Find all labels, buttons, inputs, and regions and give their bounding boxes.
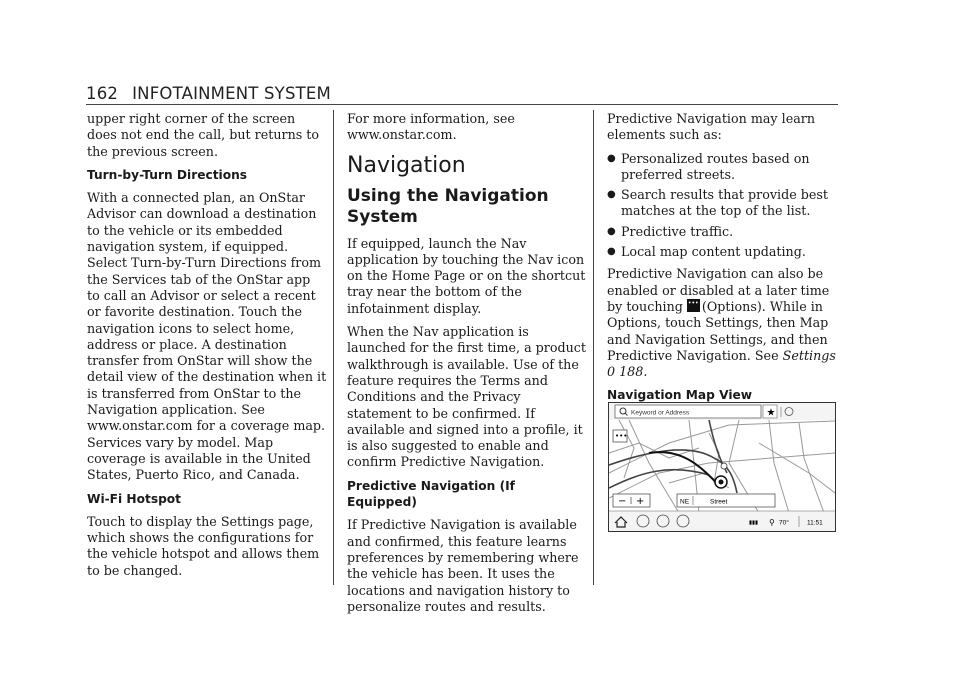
- column-3: [607, 111, 842, 411]
- list-item: ● Search results that provide best matches at the top of the list.: [607, 187, 829, 219]
- launch-paragraph: If equipped, launch the Nav application by touching the Nav icon on the Home Page or on the shortcut tray near the bottom of the infotainment display.: [347, 235, 586, 316]
- clock-time: 11:51: [807, 519, 823, 527]
- list-item: ● Personalized routes based on preferred streets.: [607, 150, 810, 182]
- feature-list: [607, 151, 842, 261]
- list-item: ● Predictive traffic.: [607, 223, 734, 239]
- street-label: Street: [710, 498, 728, 506]
- column-2: [347, 111, 587, 622]
- page-number: 162: [86, 84, 119, 103]
- page-header: [86, 84, 331, 103]
- intro-paragraph: upper right corner of the screen does not end the call, but returns to the previous screen.: [87, 111, 320, 159]
- learn-intro: Predictive Navigation may learn elements such as:: [607, 111, 815, 143]
- page-reference[interactable]: 0 188.: [607, 364, 648, 380]
- bullet: ●: [607, 246, 616, 258]
- wifi-paragraph: Touch to display the Settings page, which shows the configurations for the vehicle hotspot and allows them to be changed.: [87, 513, 320, 578]
- bullet: ●: [607, 152, 616, 164]
- search-placeholder: Keyword or Address: [631, 409, 690, 417]
- wifi-heading: Wi-Fi Hotspot: [87, 491, 182, 506]
- column-1: [87, 111, 327, 586]
- column-divider: [593, 110, 594, 585]
- header-rule: [86, 104, 838, 105]
- navigation-title: Navigation: [347, 152, 466, 178]
- signal-icon: ▮▮▮: [749, 520, 759, 526]
- predictive-paragraph: If Predictive Navigation is available and confirmed, this feature learns preferences by remembering where the vehicle has been. It uses the locations and navigation history to personalize routes and results.: [347, 517, 579, 614]
- using-navigation-title: Using the Navigation System: [347, 185, 549, 227]
- predictive-heading: Predictive Navigation (If Equipped): [347, 478, 515, 510]
- bullet: ●: [607, 225, 616, 237]
- section-title: INFOTAINMENT SYSTEM: [132, 84, 331, 103]
- list-item: ● Local map content updating.: [607, 244, 806, 260]
- enable-paragraph: Predictive Navigation can also be enabled or disabled at a later time by touching ••• (Options). While in Options, touch Settings, then Map and Navigation Settings, and then Predictive Navigation. See Settings 0 188.: [607, 266, 842, 380]
- navigation-map-image: [608, 402, 836, 532]
- first-time-paragraph: When the Nav application is launched for the first time, a product walkthrough is available. Use of the feature requires the Terms and Conditions and the Privacy statement to be confirmed. If available and signed into a profile, it is also suggested to enable and confirm Predictive Navigation.: [347, 324, 586, 470]
- turn-by-turn-paragraph: With a connected plan, an OnStar Advisor can download a destination to the vehicle or its embedded navigation system, if equipped. Select Turn-by-Turn Directions from the Services tab of the OnStar app to call an Advisor or select a recent or favorite destination. Touch the navigation icons to select home, address or place. A destination transfer from OnStar will show the detail view of the destination when it is transferred from OnStar to the Navigation application. See www.onstar.com for a coverage map. Services vary by model. Map coverage is available in the United States, Puerto Rico, and Canada.: [87, 190, 327, 483]
- bullet: ●: [607, 189, 616, 201]
- options-icon: •••: [615, 432, 628, 440]
- direction-label: NE: [680, 498, 690, 506]
- zoom-in-icon: +: [636, 496, 645, 507]
- column-divider: [333, 110, 334, 585]
- turn-by-turn-heading: Turn-by-Turn Directions: [87, 167, 248, 182]
- location-pin-icon: ⚲: [769, 518, 775, 527]
- map-view-heading: Navigation Map View: [607, 388, 753, 403]
- map-svg: [609, 403, 835, 531]
- more-info-paragraph: For more information, see www.onstar.com.: [347, 111, 515, 143]
- zoom-out-icon: −: [618, 496, 627, 507]
- options-icon: [687, 299, 700, 312]
- temperature: 70°: [779, 519, 789, 527]
- star-icon: ★: [766, 407, 776, 419]
- settings-link[interactable]: Settings: [782, 347, 836, 363]
